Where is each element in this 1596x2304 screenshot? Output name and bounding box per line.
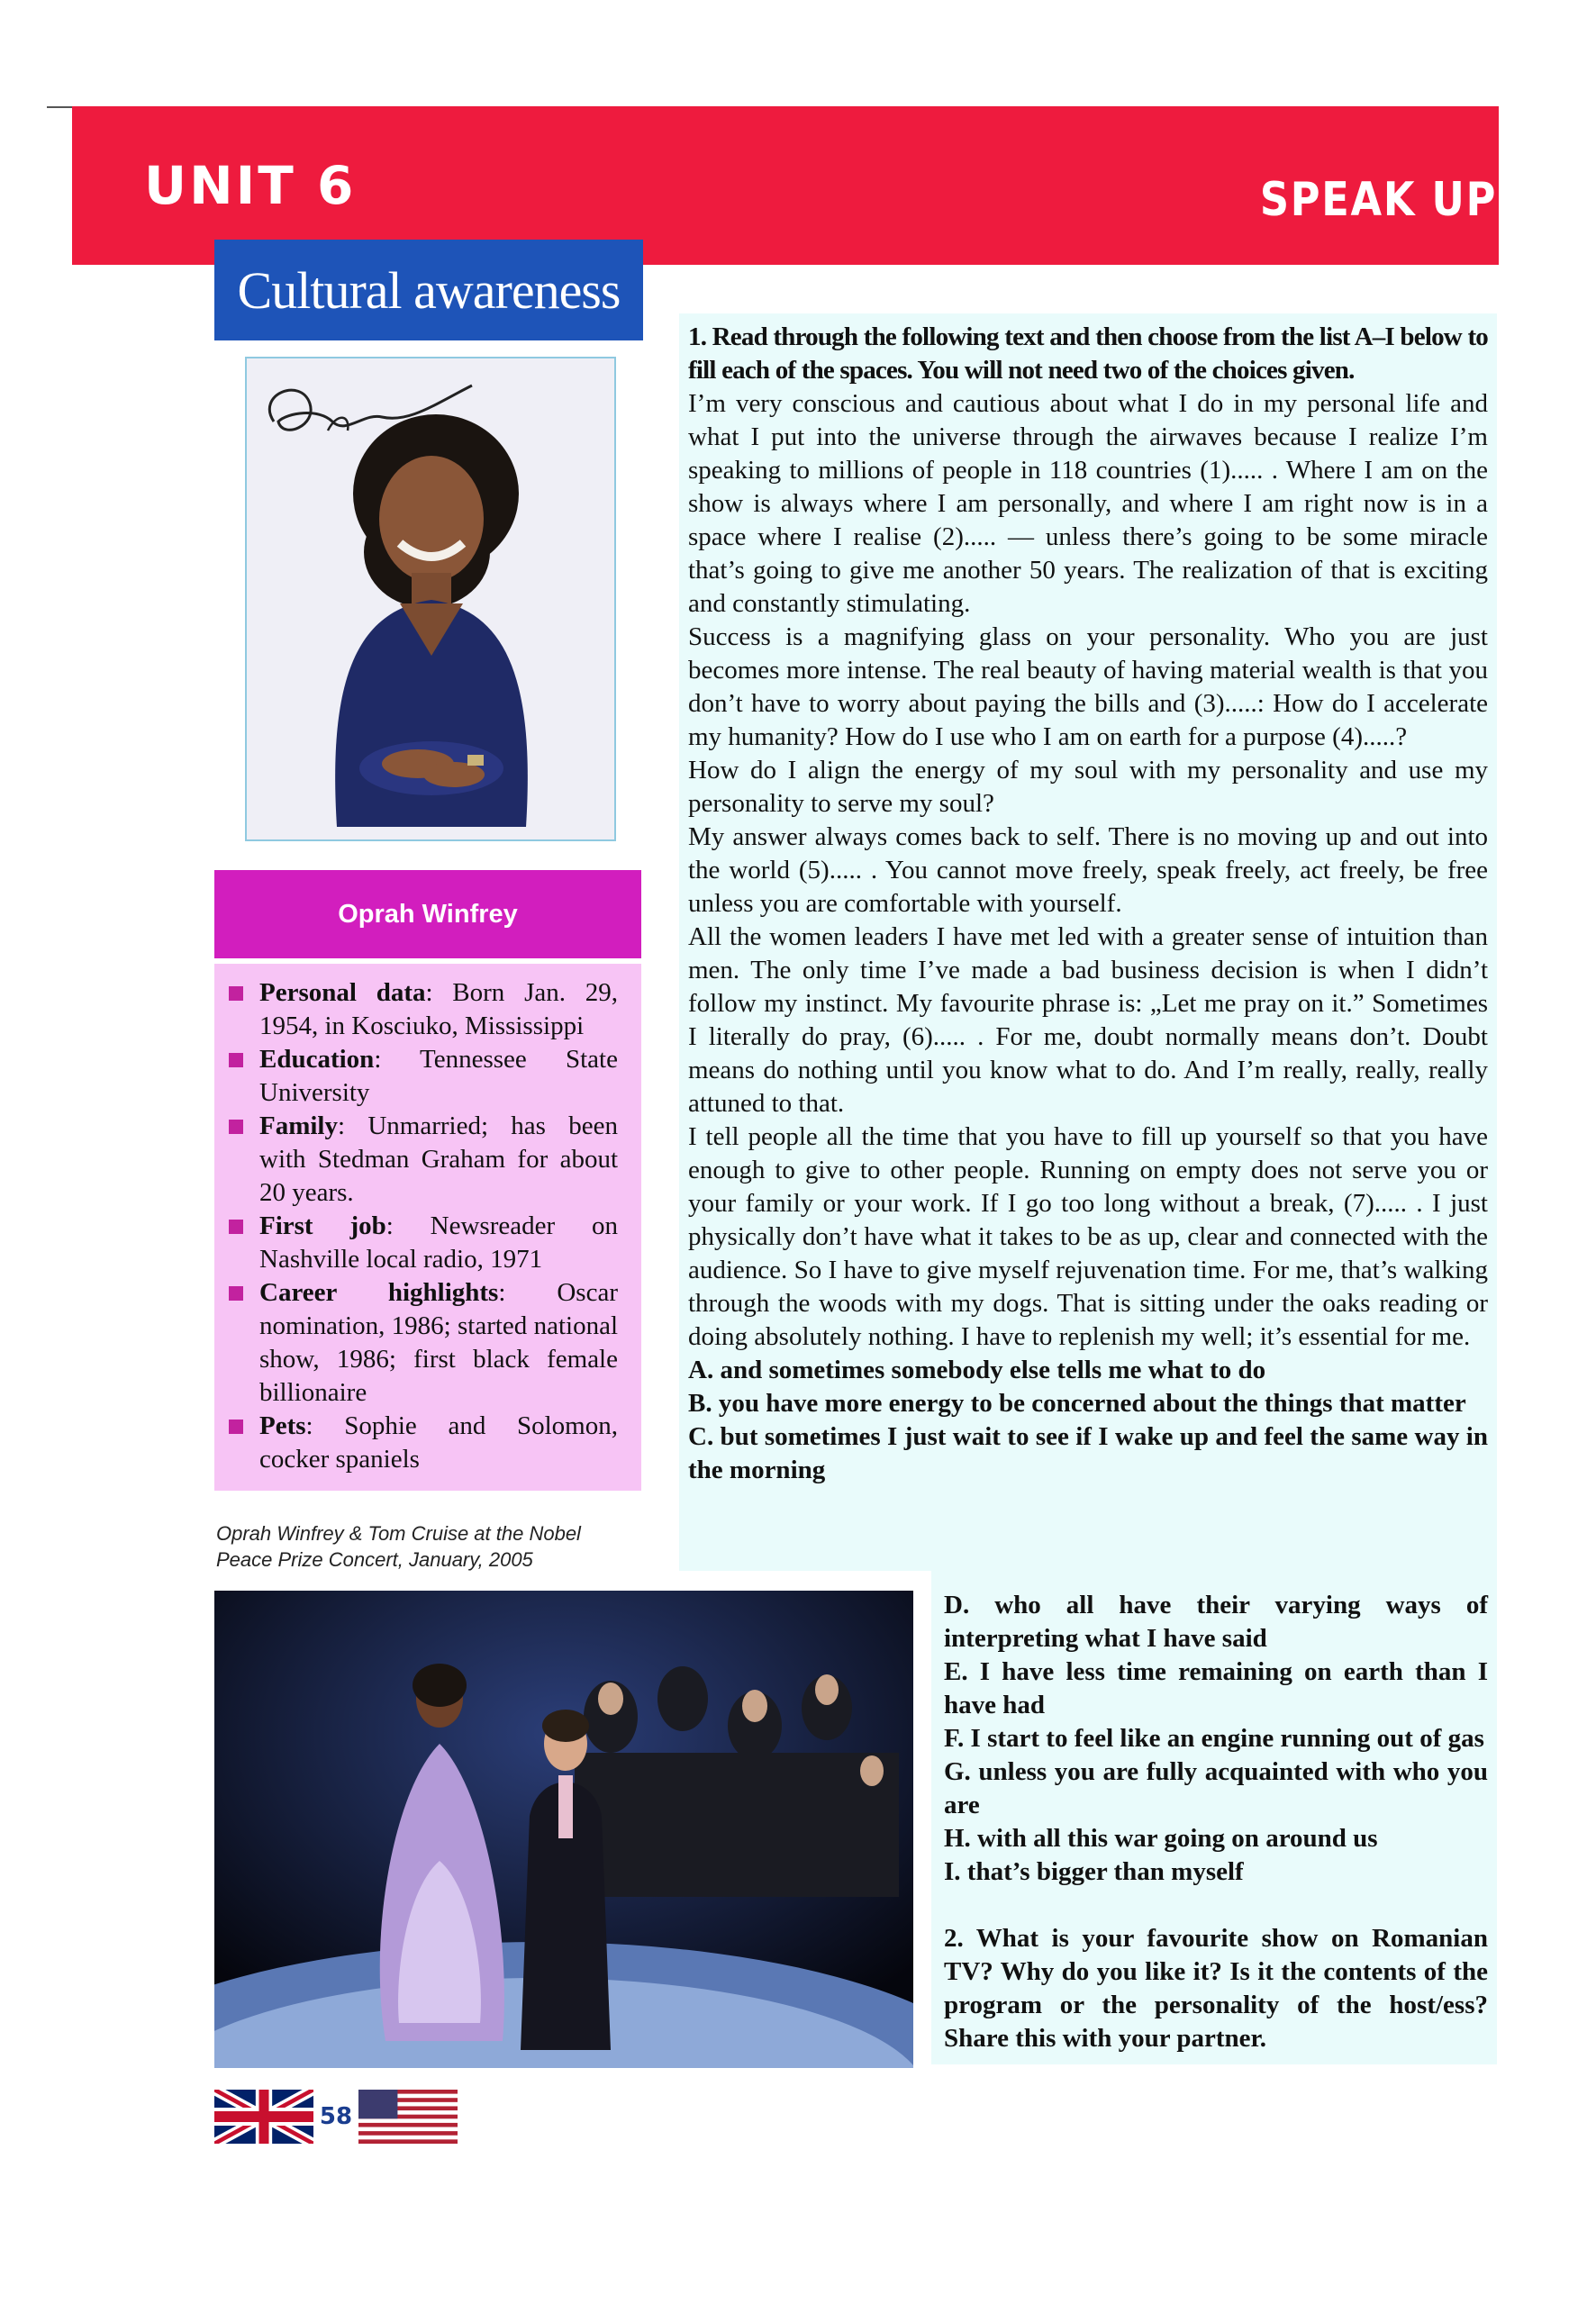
option-h: H. with all this war going on around us xyxy=(944,1824,1378,1853)
profile-value: : Tennessee State University xyxy=(259,1045,618,1107)
profile-label: Career highlights xyxy=(259,1278,499,1307)
profile-item xyxy=(225,1410,618,1476)
exercise-options-continued xyxy=(944,1589,1488,2055)
option-i: I. that’s bigger than myself xyxy=(944,1857,1244,1886)
text-paragraph: I’m very conscious and cautious about what I do in my personal life and what I put into the universe through the airwaves because I realize I’m speaking to millions of people in 118 countries (1)..... . Where I am on the show is always where I am personally, and where I am right now is in a space where I realise (2)..... — unless there’s going to be some miracle that’s going to give me another 50 years. The realization of that is exciting and constantly stimulating. xyxy=(688,389,1488,618)
profile-label: First job xyxy=(259,1211,386,1240)
top-rule xyxy=(47,106,72,108)
bullet-square-icon xyxy=(229,1420,243,1434)
profile-value: : Sophie and Solomon, cocker spaniels xyxy=(259,1411,618,1474)
option-a: A. and sometimes somebody else tells me what to do xyxy=(688,1356,1266,1384)
profile-box xyxy=(214,964,641,1491)
bullet-square-icon xyxy=(229,986,243,1001)
profile-item xyxy=(225,1210,618,1276)
bullet-square-icon xyxy=(229,1053,243,1067)
exercise-2-question: 2. What is your favourite show on Romanian TV? Why do you like it? Is it the contents of the program or the personality of the host/ess? Share this with your partner. xyxy=(944,1924,1488,2053)
unit-title: UNIT 6 xyxy=(144,155,357,216)
page-number: 58 xyxy=(319,2103,353,2130)
text-paragraph: I tell people all the time that you have to fill up yourself so that you have enough to give to other people. Running on empty does not serve you or your family or your work. If I go too long without a break, (7)..... . I just physically don’t have what it takes to be as up, clear and connected with the audience. So I have to give myself rejuvenation time. For me, that’s walking through the woods with my dogs. That is sitting under the oaks reading or doing absolutely nothing. I have to replenish my well; it’s essential for me. xyxy=(688,1122,1488,1351)
option-f: F. I start to feel like an engine running out of gas xyxy=(944,1724,1484,1753)
option-c: C. but sometimes I just wait to see if I wake up and feel the same way in the morning xyxy=(688,1422,1488,1484)
bullet-square-icon xyxy=(229,1286,243,1301)
section-title: SPEAK UP xyxy=(1259,173,1497,227)
profile-name-header: Oprah Winfrey xyxy=(214,870,641,958)
profile-item xyxy=(225,1043,618,1110)
profile-value: : Oscar nomination, 1986; started national show, 1986; first black female billionaire xyxy=(259,1278,618,1407)
bullet-square-icon xyxy=(229,1220,243,1234)
profile-item xyxy=(225,1276,618,1410)
text-paragraph: All the women leaders I have met led with a greater sense of intuition than men. The only time I’ve made a bad business decision is when I didn’t follow my instinct. My favourite phrase is: „Let me pray on it.” Sometimes I literally do pray, (6)..... . For me, doubt normally means don’t. Doubt means do nothing until you know what to do. And I’m really, really, really attuned to that. xyxy=(688,922,1488,1118)
text-paragraph: How do I align the energy of my soul with my personality and use my personality to serve my soul? xyxy=(688,756,1488,818)
profile-item xyxy=(225,976,618,1043)
concert-photo xyxy=(214,1591,913,2068)
profile-value: : Newsreader on Nashville local radio, 1971 xyxy=(259,1211,619,1274)
text-paragraph: Success is a magnifying glass on your personality. Who you are just becomes more intense. The real beauty of having material wealth is that you don’t have to worry about paying the bills and (3).....: How do I accelerate my humanity? How do I use who I am on earth for a purpose (4).....? xyxy=(688,622,1488,751)
subtitle-cultural-awareness: Cultural awareness xyxy=(214,240,643,340)
bullet-square-icon xyxy=(229,1120,243,1134)
exercise-1-instruction: 1. Read through the following text and then choose from the list A–I below to fill each of the spaces. You will not need two of the choices given. xyxy=(688,322,1488,385)
option-b: B. you have more energy to be concerned about the things that matter xyxy=(688,1389,1466,1418)
option-d: D. who all have their varying ways of interpreting what I have said xyxy=(944,1591,1488,1653)
option-e: E. I have less time remaining on earth than I have had xyxy=(944,1657,1488,1719)
profile-label: Education xyxy=(259,1045,375,1074)
us-flag-icon xyxy=(358,2090,458,2144)
spacer xyxy=(944,1889,1488,1922)
option-g: G. unless you are fully acquainted with who you are xyxy=(944,1757,1488,1819)
profile-label: Personal data xyxy=(259,978,426,1007)
profile-label: Pets xyxy=(259,1411,306,1440)
profile-value: : Unmarried; has been with Stedman Graham for about 20 years. xyxy=(259,1111,618,1207)
uk-flag-icon xyxy=(214,2090,313,2144)
text-paragraph: My answer always comes back to self. There is no moving up and out into the world (5)..... . You cannot move freely, speak freely, act freely, be free unless you are comfortable with yourself. xyxy=(688,822,1488,918)
exercise-1 xyxy=(688,321,1488,1487)
photo-caption: Oprah Winfrey & Tom Cruise at the Nobel Peace Prize Concert, January, 2005 xyxy=(216,1522,581,1571)
portrait-photo xyxy=(245,357,616,841)
page-footer xyxy=(214,2090,458,2144)
profile-item xyxy=(225,1110,618,1210)
profile-label: Family xyxy=(259,1111,338,1140)
profile-value: : Born Jan. 29, 1954, in Kosciuko, Mississippi xyxy=(259,978,618,1040)
